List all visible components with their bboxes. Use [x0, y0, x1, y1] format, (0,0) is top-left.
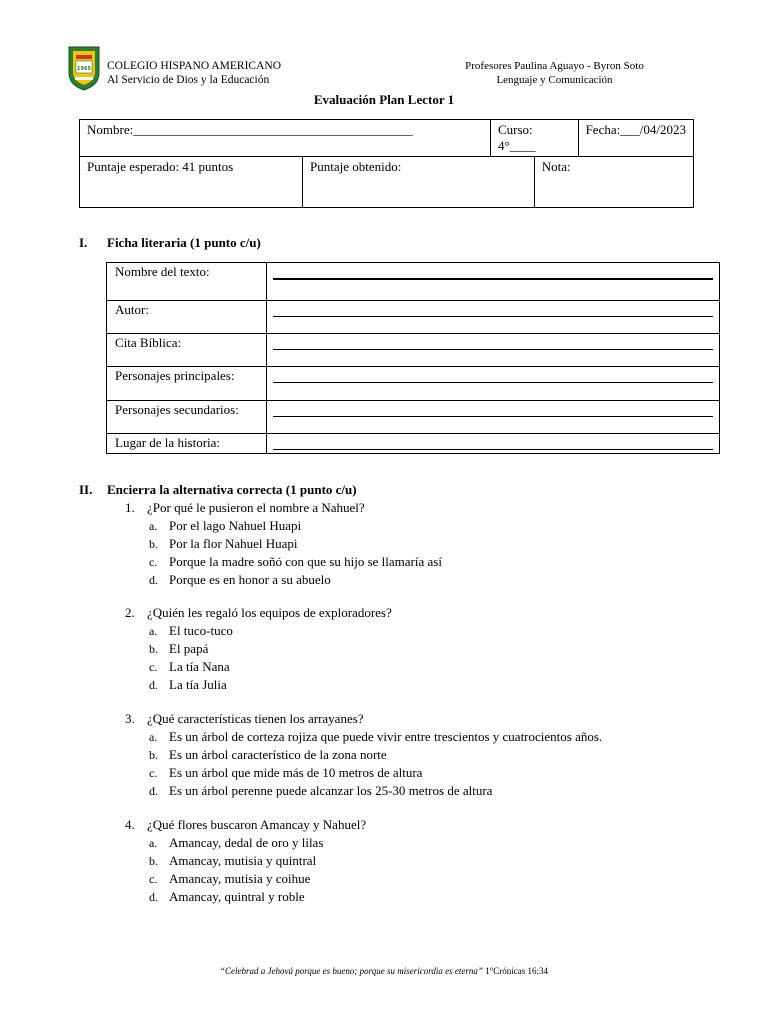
section-2-title: Encierra la alternativa correcta (1 punto c/u)	[107, 482, 357, 497]
section-1-title: Ficha literaria (1 punto c/u)	[107, 235, 261, 250]
ficha-literaria-table	[106, 262, 720, 454]
puntaje-obtenido-field[interactable]: Puntaje obtenido:	[303, 157, 535, 208]
nombre-field[interactable]: Nombre:___________________________________________	[80, 120, 491, 157]
question-number: 2.	[125, 605, 135, 620]
section-1-heading	[79, 235, 261, 251]
option-b[interactable]: b. Es un árbol característico de la zona norte	[149, 747, 387, 762]
curso-field[interactable]: Curso: 4°____	[490, 120, 578, 157]
school-header	[107, 59, 281, 87]
logo-year: 1965	[77, 66, 91, 72]
ficha-label: Personajes principales:	[107, 367, 267, 401]
option-a[interactable]: a. Por el lago Nahuel Huapi	[149, 518, 302, 533]
ficha-answer-lines[interactable]	[267, 263, 720, 301]
section-2-heading	[79, 482, 357, 498]
option-c[interactable]: c. Es un árbol que mide más de 10 metros de altura	[149, 765, 423, 780]
ficha-answer-lines[interactable]	[267, 334, 720, 367]
option-b[interactable]: b. El papá	[149, 641, 209, 656]
option-d[interactable]: d. Amancay, quintral y roble	[149, 889, 305, 904]
ficha-label: Nombre del texto:	[107, 263, 267, 301]
ficha-label: Autor:	[107, 301, 267, 334]
question-text: ¿Qué flores buscaron Amancay y Nahuel?	[147, 817, 367, 832]
option-c[interactable]: c. La tía Nana	[149, 659, 230, 674]
school-name: COLEGIO HISPANO AMERICANO	[107, 60, 282, 72]
option-b[interactable]: b. Amancay, mutisia y quintral	[149, 853, 317, 868]
option-a[interactable]: a. Amancay, dedal de oro y lilas	[149, 835, 324, 850]
ficha-label: Lugar de la historia:	[107, 434, 267, 454]
question-1	[125, 499, 442, 589]
subject-name: Lenguaje y Comunicación	[496, 74, 613, 86]
question-2	[125, 604, 392, 694]
fecha-field[interactable]: Fecha:___/04/2023	[578, 120, 693, 157]
question-4	[125, 816, 366, 906]
question-number: 4.	[125, 817, 135, 832]
ficha-answer-lines[interactable]	[267, 367, 720, 401]
option-a[interactable]: a. El tuco-tuco	[149, 623, 233, 638]
option-d[interactable]: d. Es un árbol perenne puede alcanzar los 25-30 metros de altura	[149, 783, 493, 798]
teachers-names: Profesores Paulina Aguayo - Byron Soto	[465, 60, 644, 72]
footer-quote-text: “Celebrad a Jehová porque es bueno; porque su misericordia es eterna”	[219, 966, 483, 976]
ficha-answer-lines[interactable]	[267, 301, 720, 334]
nota-field[interactable]: Nota:	[534, 157, 693, 208]
ficha-answer-lines[interactable]	[267, 434, 720, 454]
footer-reference: 1°Crónicas 16:34	[482, 966, 549, 976]
question-text: ¿Quién les regaló los equipos de exploradores?	[147, 605, 392, 620]
ficha-answer-lines[interactable]	[267, 401, 720, 434]
option-c[interactable]: c. Porque la madre soñó con que su hijo se llamaría así	[149, 554, 442, 569]
question-text: ¿Qué características tienen los arrayanes?	[147, 711, 364, 726]
footer-quote	[0, 966, 768, 976]
page-title: Evaluación Plan Lector 1	[313, 92, 455, 107]
ficha-label: Personajes secundarios:	[107, 401, 267, 434]
puntaje-esperado: Puntaje esperado: 41 puntos	[80, 157, 303, 208]
question-3	[125, 710, 602, 800]
question-text: ¿Por qué le pusieron el nombre a Nahuel?	[147, 500, 365, 515]
question-number: 3.	[125, 711, 135, 726]
school-crest-logo	[67, 45, 101, 91]
student-info-table	[79, 119, 694, 208]
ficha-label: Cita Bíblica:	[107, 334, 267, 367]
teachers-header	[440, 59, 669, 87]
section-2-number: II.	[79, 482, 93, 497]
option-b[interactable]: b. Por la flor Nahuel Huapi	[149, 536, 298, 551]
question-number: 1.	[125, 500, 135, 515]
option-a[interactable]: a. Es un árbol de corteza rojiza que puede vivir entre trescientos y cuatrocientos años.	[149, 729, 603, 744]
option-d[interactable]: d. Porque es en honor a su abuelo	[149, 572, 331, 587]
option-c[interactable]: c. Amancay, mutisia y coihue	[149, 871, 311, 886]
school-motto: Al Servicio de Dios y la Educación	[107, 74, 270, 86]
option-d[interactable]: d. La tía Julia	[149, 677, 227, 692]
section-1-number: I.	[79, 235, 88, 250]
